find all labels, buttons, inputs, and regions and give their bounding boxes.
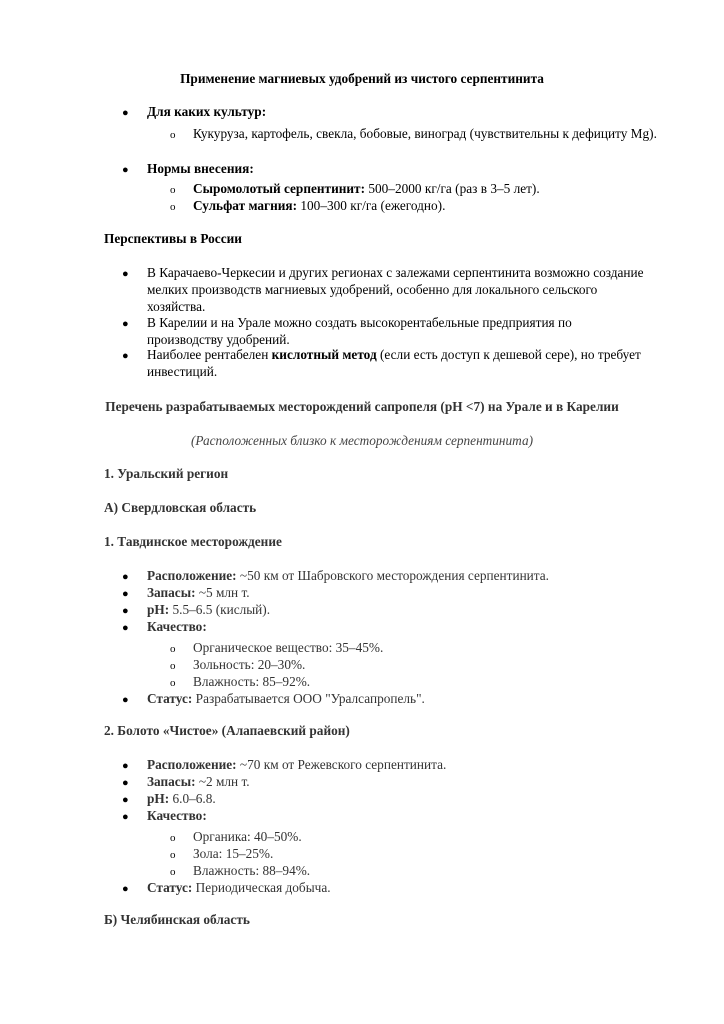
- bullet-icon: ●: [122, 350, 129, 362]
- bullet-icon: ●: [122, 605, 129, 617]
- deposit-2-quality-label: Качество:: [147, 808, 207, 823]
- deposit-2-quality-item: Влажность: 88–94%.: [193, 863, 311, 878]
- prospects-heading: Перспективы в России: [104, 231, 242, 246]
- circle-bullet-icon: o: [170, 201, 176, 213]
- prospects-item-3-bold: кислотный метод: [271, 347, 377, 362]
- norm-item-raw-text: 500–2000 кг/га (раз в 3–5 лет).: [365, 181, 540, 196]
- deposit-1-location: [147, 567, 549, 584]
- deposit-2-location: [147, 756, 446, 773]
- prospects-item-1: В Карачаево-Черкесии и других регионах с залежами серпентинита возможно создание мелких производств магниевых удобрений, особенно для локального сельского хозяйства.: [147, 265, 644, 314]
- bullet-icon: ●: [122, 164, 129, 176]
- deposit-2-status-value: Периодическая добыча.: [192, 880, 331, 895]
- bullet-icon: ●: [122, 571, 129, 583]
- deposit-1-quality-item: Органическое вещество: 35–45%.: [193, 640, 384, 655]
- bullet-icon: ●: [122, 777, 129, 789]
- circle-bullet-icon: o: [170, 677, 176, 689]
- deposit-1-quality-label: Качество:: [147, 619, 207, 634]
- deposit-1-reserves: [147, 584, 250, 601]
- circle-bullet-icon: o: [170, 866, 176, 878]
- bullet-icon: ●: [122, 760, 129, 772]
- bullet-icon: ●: [122, 622, 129, 634]
- oblast-b-heading: Б) Челябинская область: [104, 912, 250, 927]
- norms-label: Нормы внесения:: [147, 161, 254, 176]
- circle-bullet-icon: o: [170, 184, 176, 196]
- norm-item-sulfate-label: Сульфат магния:: [193, 198, 298, 213]
- deposit-2-status: [147, 879, 331, 896]
- circle-bullet-icon: o: [170, 643, 176, 655]
- norm-item-sulfate-text: 100–300 кг/га (ежегодно).: [297, 198, 446, 213]
- deposit-1-status-value: Разрабатывается ООО "Уралсапропель".: [192, 691, 425, 706]
- deposit-1-ph: [147, 601, 270, 618]
- deposit-2-reserves: [147, 773, 250, 790]
- deposit-2-quality-item: Зола: 15–25%.: [193, 846, 274, 861]
- bullet-icon: ●: [122, 794, 129, 806]
- deposit-1-location-label: Расположение:: [147, 568, 237, 583]
- deposit-2-reserves-value: ~2 млн т.: [195, 774, 250, 789]
- deposit-2-ph-value: 6.0–6.8.: [169, 791, 216, 806]
- bullet-icon: ●: [122, 107, 129, 119]
- deposit-2-location-value: ~70 км от Режевского серпентинита.: [236, 757, 447, 772]
- norm-item-sulfate: [193, 197, 445, 214]
- deposit-1-reserves-label: Запасы:: [147, 585, 196, 600]
- prospects-item-2: В Карелии и на Урале можно создать высокорентабельные предприятия по производству удобрений.: [147, 315, 572, 347]
- bullet-icon: ●: [122, 811, 129, 823]
- prospects-item-3-post: (если есть доступ к дешевой сере), но требует инвестиций.: [147, 347, 641, 379]
- deposit-2-ph: [147, 790, 216, 807]
- list-subtitle: (Расположенных близко к месторождениям серпентинита): [190, 433, 534, 448]
- deposit-1-reserves-value: ~5 млн т.: [195, 585, 250, 600]
- circle-bullet-icon: o: [170, 832, 176, 844]
- deposit-2-location-label: Расположение:: [147, 757, 237, 772]
- list-title: Перечень разрабатываемых месторождений сапропеля (pH <7) на Урале и в Карелии: [105, 399, 619, 414]
- circle-bullet-icon: o: [170, 660, 176, 672]
- prospects-item-3: [147, 346, 647, 380]
- page-title: Применение магниевых удобрений из чистого серпентинита: [180, 71, 544, 86]
- bullet-icon: ●: [122, 268, 129, 280]
- deposit-2-status-label: Статус:: [147, 880, 193, 895]
- circle-bullet-icon: o: [170, 129, 176, 141]
- deposit-1-ph-label: pH:: [147, 602, 170, 617]
- crops-label: Для каких культур:: [147, 104, 267, 119]
- bullet-icon: ●: [122, 694, 129, 706]
- circle-bullet-icon: o: [170, 849, 176, 861]
- deposit-1-title: 1. Тавдинское месторождение: [104, 534, 282, 549]
- oblast-a-heading: А) Свердловская область: [104, 500, 257, 515]
- bullet-icon: ●: [122, 588, 129, 600]
- prospects-item-3-pre: Наиболее рентабелен: [147, 347, 272, 362]
- deposit-2-reserves-label: Запасы:: [147, 774, 196, 789]
- deposit-2-quality-item: Органика: 40–50%.: [193, 829, 302, 844]
- deposit-1-location-value: ~50 км от Шабровского месторождения серпентинита.: [236, 568, 549, 583]
- deposit-1-quality-item: Влажность: 85–92%.: [193, 674, 311, 689]
- crops-item: Кукуруза, картофель, свекла, бобовые, виноград (чувствительны к дефициту Mg).: [193, 126, 657, 141]
- bullet-icon: ●: [122, 318, 129, 330]
- region-heading: 1. Уральский регион: [104, 466, 229, 481]
- deposit-2-ph-label: pH:: [147, 791, 170, 806]
- deposit-1-status-label: Статус:: [147, 691, 193, 706]
- norm-item-raw: [193, 180, 540, 197]
- deposit-1-status: [147, 690, 425, 707]
- deposit-2-title: 2. Болото «Чистое» (Алапаевский район): [104, 723, 350, 738]
- norm-item-raw-label: Сыромолотый серпентинит:: [193, 181, 366, 196]
- deposit-1-quality-item: Зольность: 20–30%.: [193, 657, 306, 672]
- bullet-icon: ●: [122, 883, 129, 895]
- deposit-1-ph-value: 5.5–6.5 (кислый).: [169, 602, 271, 617]
